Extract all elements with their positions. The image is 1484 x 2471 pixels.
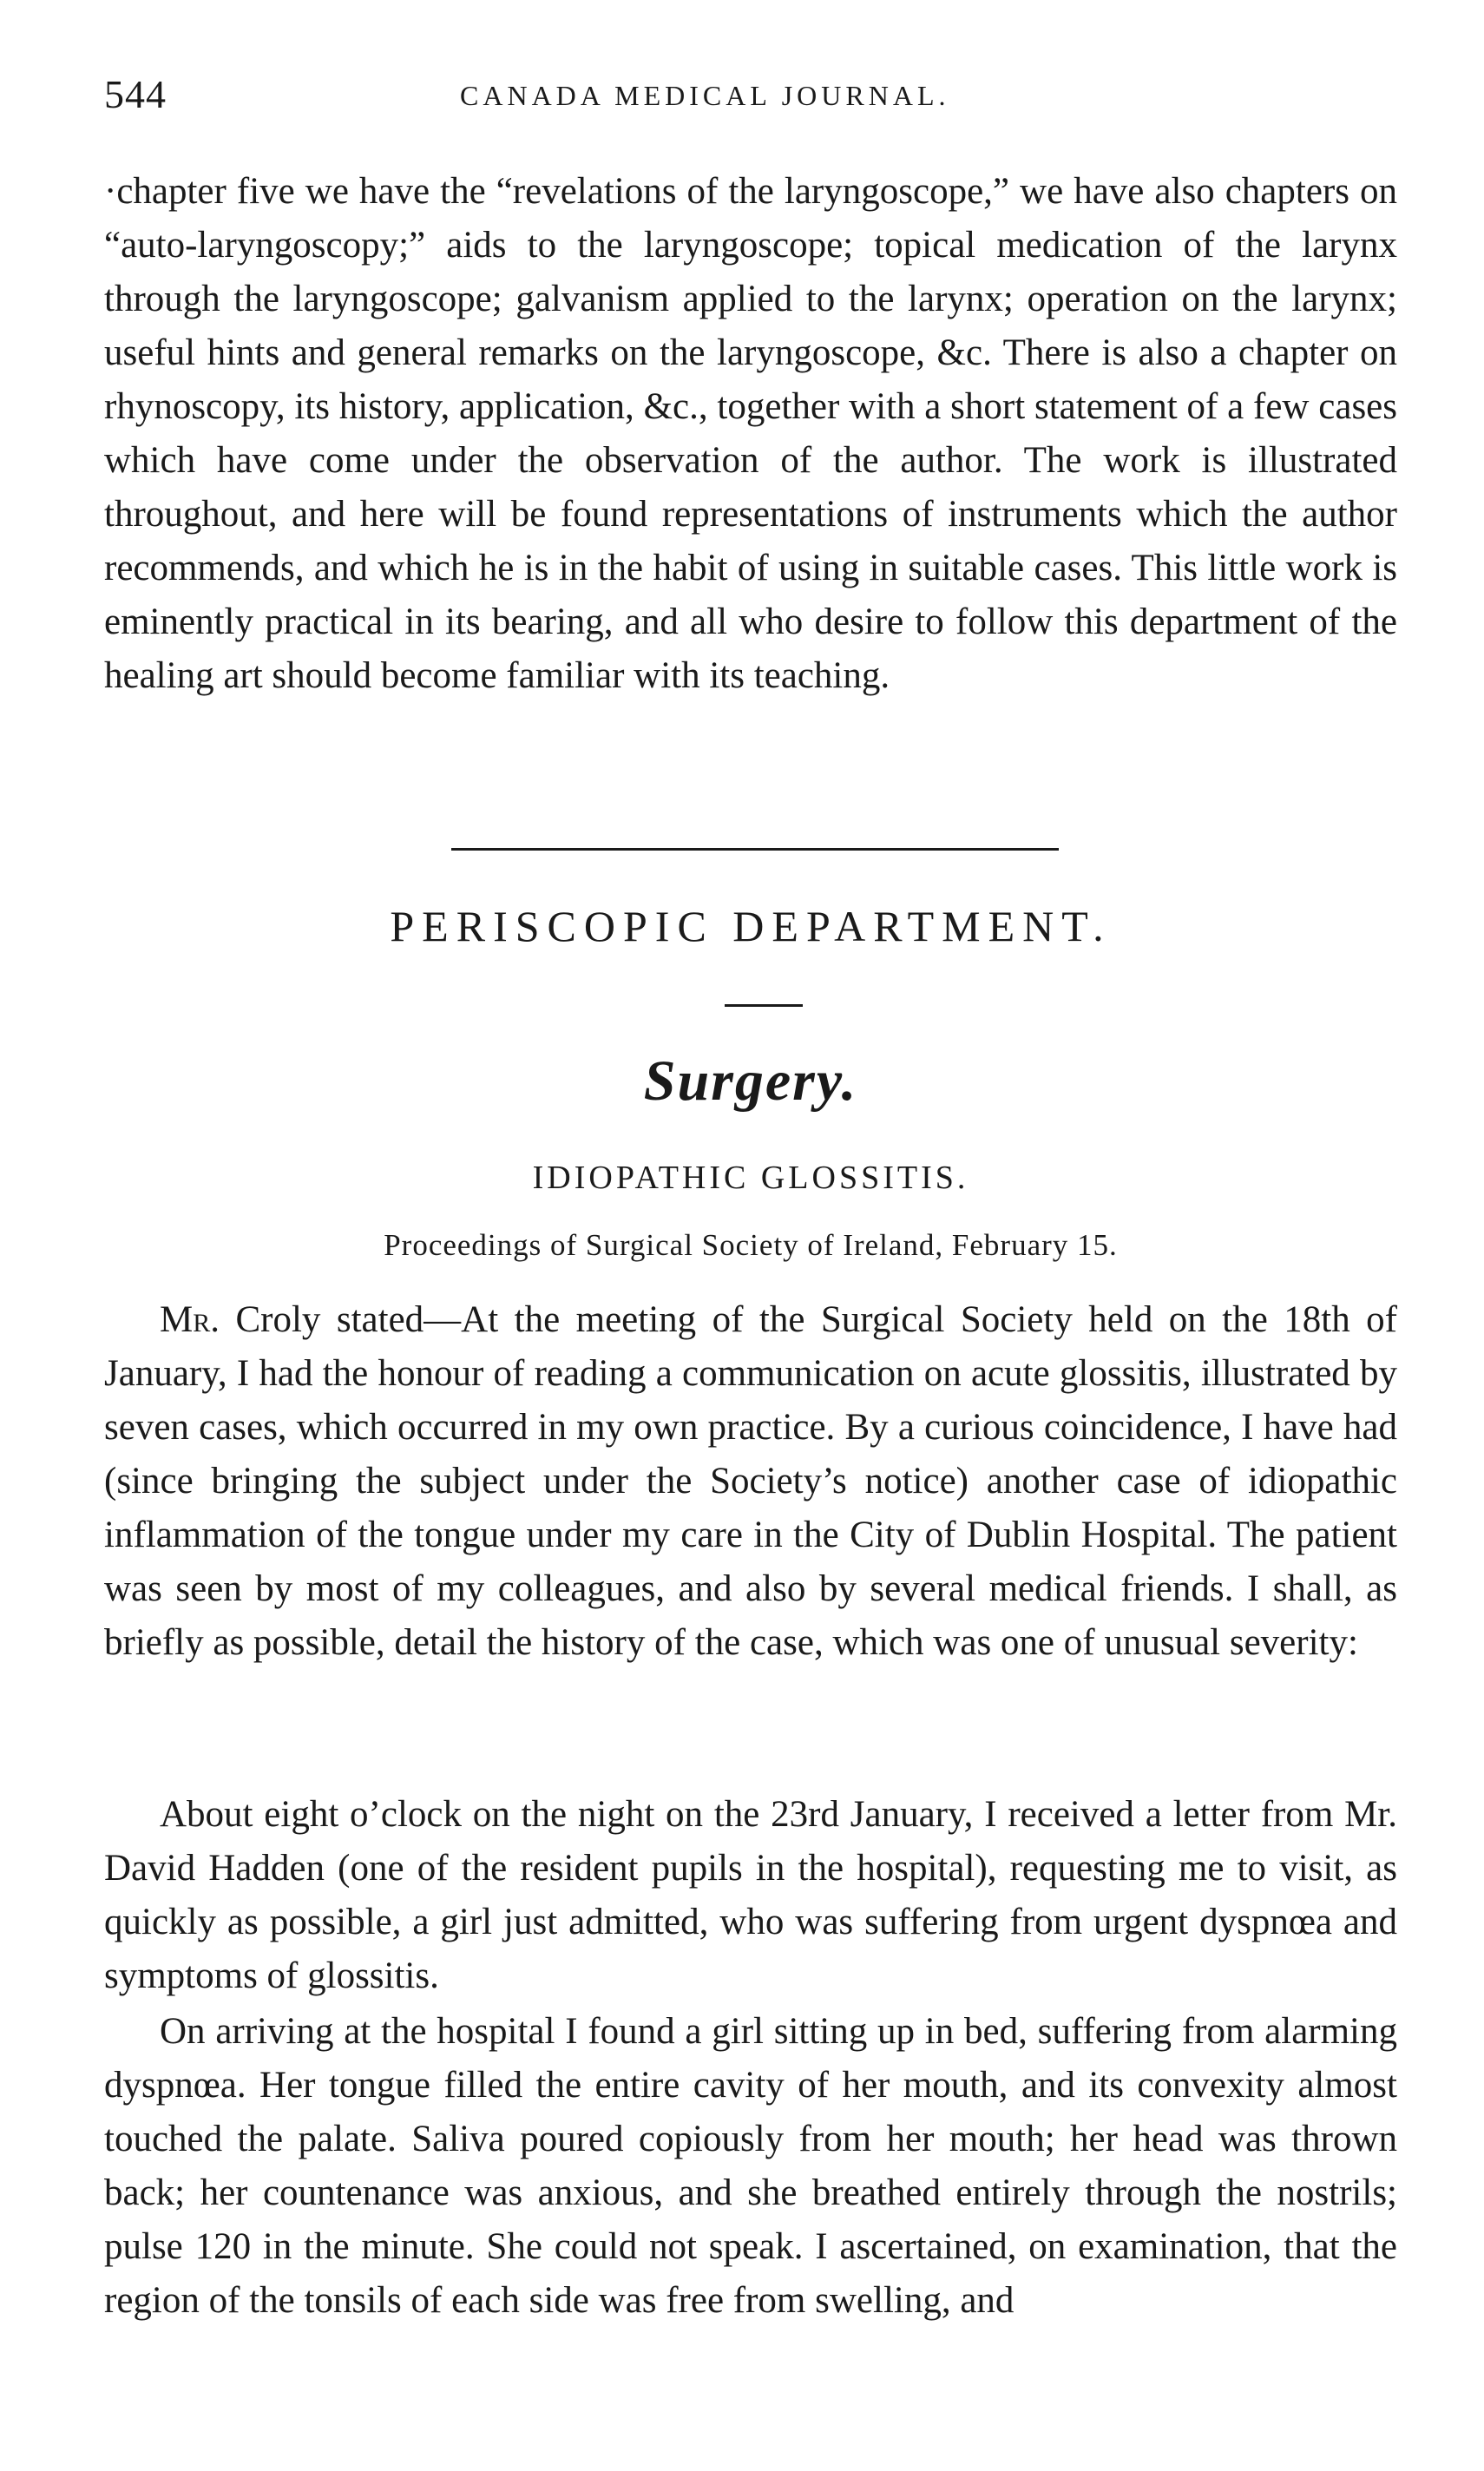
article-paragraph-1 <box>104 1293 1397 1670</box>
article-paragraph-2: About eight o’clock on the night on the 23rd January, I received a letter from Mr. David Hadden (one of the resident pupils in the hospital), requesting me to visit, as quickly as possible, a girl just admitted, who was suffering from urgent dyspnœa and symptoms of glossitis. <box>104 1794 1397 1996</box>
department-heading: PERISCOPIC DEPARTMENT. <box>390 902 1112 950</box>
article-paragraph-3: On arriving at the hospital I found a girl sitting up in bed, suffering from alarming dyspnœa. Her tongue filled the entire cavity of her mouth, and its convexity almost touched the palate. Saliva poured copiously from her mouth; her head was thrown back; her countenance was anxious, and she breathed entirely through the nostrils; pulse 120 in the minute. She could not speak. I ascertained, on examination, that the region of the tonsils of each side was free from swelling, and <box>104 2011 1397 2321</box>
short-divider-rule <box>725 1004 803 1007</box>
article-source: Proceedings of Surgical Society of Ireland, February 15. <box>384 1228 1118 1262</box>
speaker-title: Mr. <box>160 1299 220 1340</box>
review-continuation-paragraph: ·chapter five we have the “revelations of the laryngoscope,” we have also chapters on “auto-laryngoscopy;” aids to the laryngoscope; topical medication of the larynx through the laryngoscope; galvanism applied to the larynx; operation on the larynx; useful hints and general remarks on the laryngoscope, &c. There is also a chapter on rhynoscopy, its history, application, &c., together with a short statement of a few cases which have come under the observation of the author. The work is illustrated throughout, and here will be found representations of instruments which the author recommends, and which he is in the habit of using in suitable cases. This little work is eminently practical in its bearing, and all who desire to follow this department of the healing art should become familiar with its teaching. <box>104 171 1397 696</box>
article-title: IDIOPATHIC GLOSSITIS. <box>532 1160 969 1196</box>
section-divider-rule <box>451 848 1059 851</box>
section-heading: Surgery. <box>643 1049 858 1113</box>
running-head <box>104 71 1397 123</box>
journal-title: CANADA MEDICAL JOURNAL. <box>460 80 950 111</box>
article-paragraph-1-text: Croly stated—At the meeting of the Surgical Society held on the 18th of January, I had the honour of reading a communication on acute glossitis, illustrated by seven cases, which occurred in my own practice. By a curious coincidence, I have had (since bringing the subject under the Society’s notice) another case of idiopathic inflammation of the tongue under my care in the City of Dublin Hospital. The patient was seen by most of my colleagues, and also by several medical friends. I shall, as briefly as possible, detail the history of the case, which was one of unusual severity: <box>104 1299 1397 1663</box>
page-number: 544 <box>104 72 167 116</box>
